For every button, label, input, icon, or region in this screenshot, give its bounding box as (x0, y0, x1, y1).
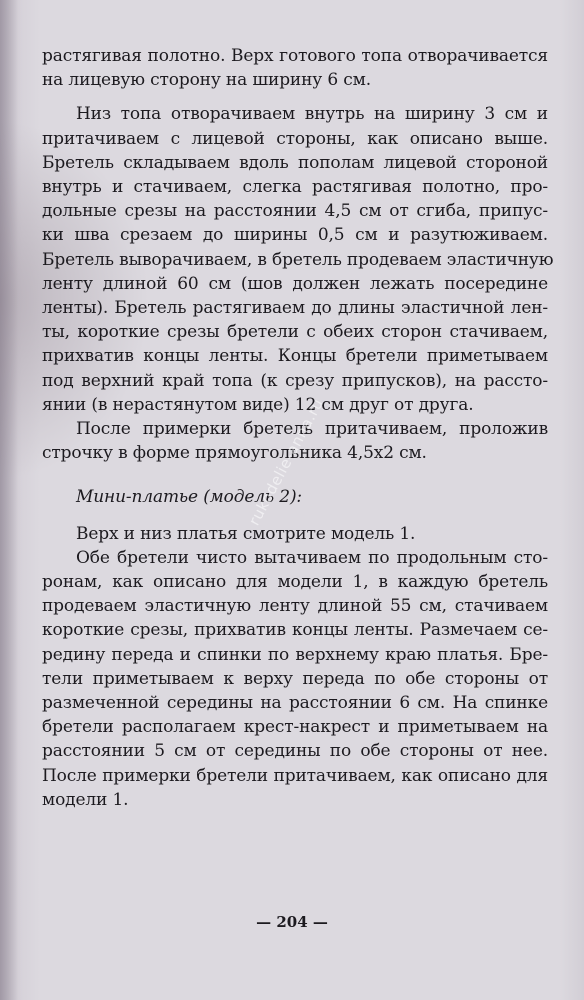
text-line: на лицевую сторону на ширину 6 см. (42, 70, 372, 91)
text-line: внутрь и стачиваем, слегка растягивая полотно, про- (42, 177, 548, 198)
page-fold-shadow (0, 0, 18, 1000)
section-heading: Мини-платье (модель 2): (76, 487, 303, 508)
text-line: размеченной середины на расстоянии 6 см. На спинке (42, 693, 548, 714)
text-line: ленты). Бретель растягиваем до длины эластичной лен- (42, 298, 548, 319)
text-line: бретели располагаем крест-накрест и приметываем на (42, 717, 548, 738)
section-gap (42, 465, 548, 485)
text-line: Обе бретели чисто вытачиваем по продольным сто- (76, 547, 548, 568)
text-line: Верх и низ платья смотрите модель 1. (76, 523, 416, 544)
text-line: продеваем эластичную ленту длиной 55 см, стачиваем (42, 596, 548, 617)
text-line: Низ топа отворачиваем внутрь на ширину 3 см и (76, 104, 548, 125)
text-line: ронам, как описано для модели 1, в каждую бретель (42, 572, 548, 593)
text-line: притачиваем с лицевой стороны, как описано выше. (42, 128, 548, 149)
text-line: модели 1. (42, 789, 129, 810)
text-line: строчку в форме прямоугольника 4,5х2 см. (42, 443, 427, 464)
watermark-text: rukodelie-anna.ru (245, 395, 328, 529)
text-line: расстоянии 5 см от середины по обе стороны от нее. (42, 741, 548, 762)
text-line: После примерки бретели притачиваем, как описано для (42, 765, 548, 786)
text-line: дольные срезы на расстоянии 4,5 см от сгиба, припус- (42, 201, 548, 222)
text-line: под верхний край топа (к срезу припусков), на рассто- (42, 370, 548, 391)
text-line: После примерки бретель притачиваем, проложив (76, 419, 548, 440)
text-line: короткие срезы, прихватив концы ленты. Размечаем се- (42, 620, 548, 641)
text-line: редину переда и спинки по верхнему краю платья. Бре- (42, 644, 548, 665)
text-line: ки шва срезаем до ширины 0,5 см и разутюживаем. (42, 225, 548, 246)
text-line: Бретель выворачиваем, в бретель продеваем эластичную (42, 249, 554, 270)
text-line: ты, короткие срезы бретели с обеих сторон стачиваем, (42, 322, 548, 343)
page-number: — 204 — (256, 913, 328, 931)
text-line: Бретель складываем вдоль пополам лицевой стороной (42, 152, 548, 173)
text-line: янии (в нерастянутом виде) 12 см друг от друга. (42, 394, 474, 415)
text-line: прихватив концы ленты. Концы бретели приметываем (42, 346, 548, 367)
text-line: тели приметываем к верху переда по обе стороны от (42, 668, 548, 689)
text-line: растягивая полотно. Верх готового топа отворачивается (42, 46, 548, 66)
text-line: ленту длиной 60 см (шов должен лежать посередине (42, 273, 548, 294)
